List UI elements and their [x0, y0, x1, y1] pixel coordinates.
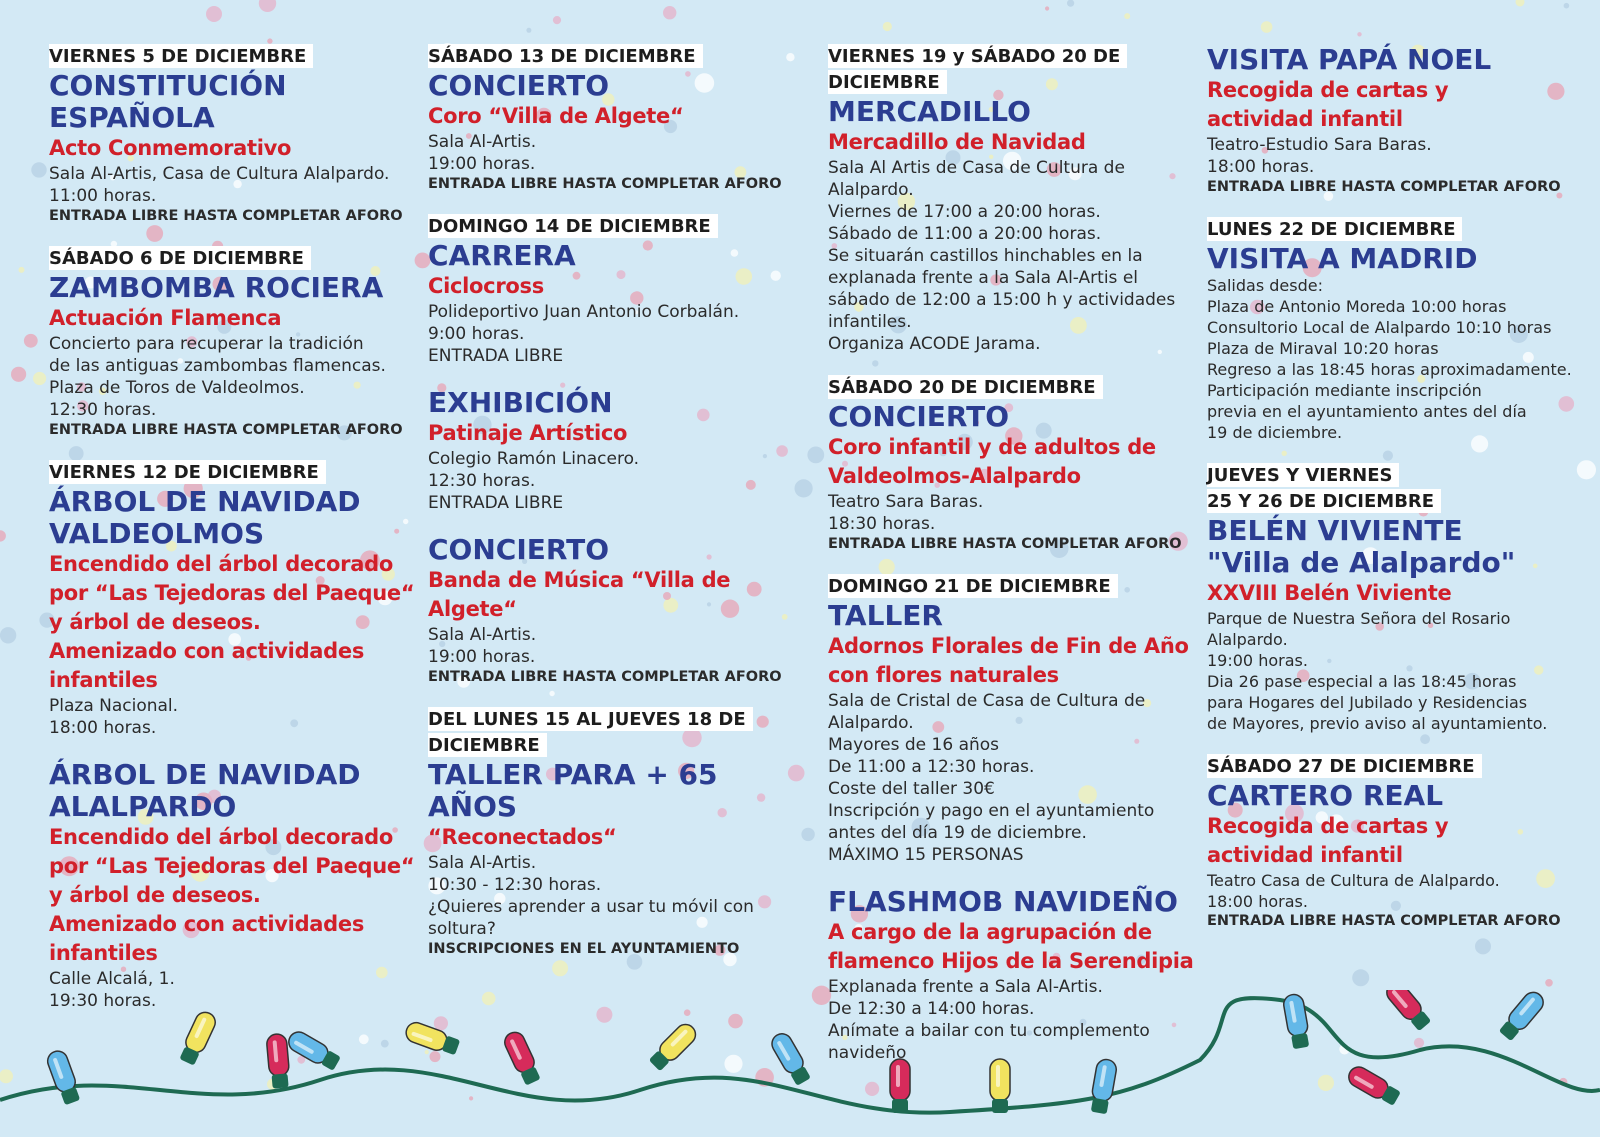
event-detail: navideño	[828, 1043, 907, 1063]
event-detail: Consultorio Local de Alalpardo 10:10 horas	[1207, 318, 1552, 337]
event-block	[49, 759, 421, 1012]
event-subtitle: Amenizado con actividades	[49, 639, 365, 663]
entry-note: ENTRADA LIBRE HASTA COMPLETAR AFORO	[1207, 913, 1561, 929]
event-title: CARRERA	[428, 239, 576, 272]
event-date: VIERNES 5 DE DICIEMBRE	[49, 44, 313, 68]
event-title: ZAMBOMBA ROCIERA	[49, 271, 384, 304]
confetti-dot	[1577, 460, 1596, 479]
event-detail: De 12:30 a 14:00 horas.	[828, 999, 1035, 1019]
confetti-dot	[19, 267, 25, 273]
event-block	[428, 707, 813, 959]
event-title: MERCADILLO	[828, 95, 1031, 128]
event-date: SÁBADO 6 DE DICIEMBRE	[49, 246, 311, 270]
event-title: BELÉN VIVIENTE	[1207, 514, 1463, 547]
light-bulb	[45, 1048, 82, 1106]
event-block	[428, 534, 813, 687]
column-3	[828, 44, 1198, 1084]
event-title: VISITA PAPÁ NOEL	[1207, 43, 1492, 76]
event-detail: Plaza de Toros de Valdeolmos.	[49, 378, 305, 398]
event-detail: Sala Al-Artis.	[428, 132, 537, 152]
event-title: EXHIBICIÓN	[428, 386, 613, 419]
event-title: ALALPARDO	[49, 790, 237, 823]
event-detail: Plaza Nacional.	[49, 696, 179, 716]
confetti-dot	[33, 372, 46, 385]
event-subtitle: Mercadillo de Navidad	[828, 130, 1086, 154]
entry-note: ENTRADA LIBRE HASTA COMPLETAR AFORO	[428, 669, 782, 685]
confetti-dot	[663, 6, 676, 19]
event-detail: Explanada frente a Sala Al-Artis.	[828, 977, 1103, 997]
event-title: CONSTITUCIÓN	[49, 69, 287, 102]
column-2	[428, 44, 813, 979]
event-detail: 11:00 horas.	[49, 186, 157, 206]
event-detail: 12:30 horas.	[428, 471, 536, 491]
event-detail: Inscripción y pago en el ayuntamiento	[828, 801, 1155, 821]
event-block	[828, 375, 1198, 554]
event-detail: Plaza de Antonio Moreda 10:00 horas	[1207, 297, 1507, 316]
confetti-dot	[31, 162, 46, 177]
event-detail: Sala Al Artis de Casa de Cultura de	[828, 158, 1125, 178]
event-block	[1207, 754, 1577, 931]
confetti-dot	[24, 334, 38, 348]
event-date-line2: DICIEMBRE	[828, 70, 947, 94]
confetti-dot	[1545, 979, 1553, 987]
event-detail: de las antiguas zambombas flamencas.	[49, 356, 386, 376]
event-title: CONCIERTO	[428, 533, 610, 566]
event-detail: Alalpardo.	[1207, 630, 1288, 649]
event-subtitle: actividad infantil	[1207, 107, 1403, 131]
event-detail: Participación mediante inscripción	[1207, 381, 1482, 400]
event-title: TALLER	[828, 599, 943, 632]
event-title: TALLER PARA + 65 AÑOS	[428, 758, 718, 823]
event-block	[49, 460, 421, 739]
confetti-dot	[206, 6, 222, 22]
event-block	[1207, 217, 1577, 443]
event-subtitle: Valdeolmos-Alalpardo	[828, 464, 1081, 488]
event-title: ESPAÑOLA	[49, 101, 215, 134]
event-detail: antes del día 19 de diciembre.	[828, 823, 1087, 843]
event-date: LUNES 22 DE DICIEMBRE	[1207, 217, 1462, 241]
event-detail: Colegio Ramón Linacero.	[428, 449, 640, 469]
event-subtitle: por “Las Tejedoras del Paeque“	[49, 581, 415, 605]
column-1	[49, 44, 421, 1032]
event-date: DOMINGO 14 DE DICIEMBRE	[428, 214, 718, 238]
light-bulb	[1497, 990, 1547, 1043]
event-subtitle: Acto Conmemorativo	[49, 136, 292, 160]
event-detail: previa en el ayuntamiento antes del día	[1207, 402, 1527, 421]
confetti-dot	[553, 16, 561, 24]
confetti-dot	[1516, 0, 1525, 7]
event-detail: Calle Alcalá, 1.	[49, 969, 175, 989]
confetti-dot	[1357, 32, 1361, 36]
entry-note: ENTRADA LIBRE HASTA COMPLETAR AFORO	[49, 208, 403, 224]
confetti-dot	[1045, 6, 1049, 10]
event-detail: 18:00 horas.	[49, 718, 157, 738]
event-date: DEL LUNES 15 AL JUEVES 18 DE	[428, 707, 753, 731]
event-detail: 19:30 horas.	[49, 991, 157, 1011]
light-bulb	[768, 1030, 812, 1087]
event-detail: soltura?	[428, 919, 496, 939]
event-detail: Plaza de Miraval 10:20 horas	[1207, 339, 1439, 358]
event-block	[1207, 463, 1577, 734]
event-detail: 9:00 horas.	[428, 324, 525, 344]
event-date: DOMINGO 21 DE DICIEMBRE	[828, 574, 1118, 598]
event-subtitle: Encendido del árbol decorado	[49, 552, 393, 576]
event-subtitle: infantiles	[49, 941, 158, 965]
event-detail: Alalpardo.	[828, 713, 914, 733]
event-detail: MÁXIMO 15 PERSONAS	[828, 845, 1024, 865]
event-subtitle: Recogida de cartas y	[1207, 814, 1449, 838]
event-detail: 19:00 horas.	[428, 647, 536, 667]
event-subtitle: actividad infantil	[1207, 843, 1403, 867]
event-subtitle: por “Las Tejedoras del Paeque“	[49, 854, 415, 878]
confetti-dot	[883, 22, 892, 31]
confetti-dot	[1261, 21, 1273, 33]
event-detail: 18:00 horas.	[1207, 892, 1308, 911]
event-title: CARTERO REAL	[1207, 779, 1444, 812]
event-detail: Mayores de 16 años	[828, 735, 1000, 755]
event-detail: infantiles.	[828, 312, 912, 332]
event-detail: 19:00 horas.	[428, 154, 536, 174]
event-block	[428, 387, 813, 514]
event-subtitle: con flores naturales	[828, 663, 1059, 687]
event-block	[828, 886, 1198, 1064]
entry-note: ENTRADA LIBRE HASTA COMPLETAR AFORO	[428, 176, 782, 192]
event-detail: Sala Al-Artis.	[428, 625, 537, 645]
event-detail: ENTRADA LIBRE	[428, 493, 564, 513]
event-detail: Organiza ACODE Jarama.	[828, 334, 1041, 354]
event-date-line2: DICIEMBRE	[428, 733, 547, 757]
light-bulb	[285, 1028, 342, 1072]
event-detail: 18:00 horas.	[1207, 157, 1315, 177]
event-detail: Polideportivo Juan Antonio Corbalán.	[428, 302, 740, 322]
light-bulb	[1282, 993, 1311, 1050]
event-subtitle: y árbol de deseos.	[49, 883, 261, 907]
event-detail: Concierto para recuperar la tradición	[49, 334, 364, 354]
event-title: ÁRBOL DE NAVIDAD	[49, 485, 361, 518]
event-detail: Parque de Nuestra Señora del Rosario	[1207, 609, 1511, 628]
event-date: JUEVES Y VIERNES	[1207, 463, 1399, 487]
event-title: ÁRBOL DE NAVIDAD	[49, 758, 361, 791]
event-subtitle: Coro infantil y de adultos de	[828, 435, 1156, 459]
event-detail: explanada frente a la Sala Al-Artis el	[828, 268, 1139, 288]
confetti-dot	[1564, 3, 1570, 9]
event-title: FLASHMOB NAVIDEÑO	[828, 885, 1178, 918]
event-subtitle: Algete“	[428, 597, 517, 621]
event-title: VISITA A MADRID	[1207, 242, 1478, 275]
event-detail: Sala Al-Artis.	[428, 853, 537, 873]
event-block	[1207, 44, 1577, 197]
event-detail: para Hogares del Jubilado y Residencias	[1207, 693, 1528, 712]
confetti-dot	[0, 627, 16, 643]
event-detail: Teatro-Estudio Sara Baras.	[1207, 135, 1432, 155]
event-detail: Salidas desde:	[1207, 276, 1323, 295]
entry-note: ENTRADA LIBRE HASTA COMPLETAR AFORO	[828, 536, 1182, 552]
event-title: "Villa de Alalpardo"	[1207, 546, 1516, 579]
entry-note: ENTRADA LIBRE HASTA COMPLETAR AFORO	[49, 422, 403, 438]
event-title: CONCIERTO	[828, 400, 1010, 433]
confetti-dot	[259, 0, 276, 12]
event-detail: Dia 26 pase especial a las 18:45 horas	[1207, 672, 1517, 691]
event-block	[49, 246, 421, 440]
event-date: VIERNES 12 DE DICIEMBRE	[49, 460, 326, 484]
event-detail: Sala Al-Artis, Casa de Cultura Alalpardo.	[49, 164, 390, 184]
confetti-dot	[11, 367, 26, 382]
event-detail: Sala de Cristal de Casa de Cultura de	[828, 691, 1146, 711]
event-subtitle: Patinaje Artístico	[428, 421, 628, 445]
event-subtitle: Encendido del árbol decorado	[49, 825, 393, 849]
column-4	[1207, 44, 1577, 951]
event-detail: de Mayores, previo aviso al ayuntamiento.	[1207, 714, 1548, 733]
event-subtitle: y árbol de deseos.	[49, 610, 261, 634]
event-detail: ENTRADA LIBRE	[428, 346, 564, 366]
event-subtitle: flamenco Hijos de la Serendipia	[828, 949, 1194, 973]
event-subtitle: Recogida de cartas y	[1207, 78, 1449, 102]
event-subtitle: Banda de Música “Villa de	[428, 568, 731, 592]
light-bulb	[1345, 1063, 1402, 1107]
event-detail: 10:30 - 12:30 horas.	[428, 875, 602, 895]
event-subtitle: infantiles	[49, 668, 158, 692]
confetti-dot	[1067, 0, 1074, 7]
event-detail: Teatro Sara Baras.	[828, 492, 984, 512]
confetti-dot	[267, 38, 272, 43]
confetti-dot	[1352, 969, 1369, 986]
confetti-dot	[526, 28, 531, 33]
event-detail: Sábado de 11:00 a 20:00 horas.	[828, 224, 1102, 244]
event-date: SÁBADO 27 DE DICIEMBRE	[1207, 754, 1482, 778]
light-bulb	[266, 1033, 291, 1089]
event-date-line2: 25 Y 26 DE DICIEMBRE	[1207, 489, 1441, 513]
event-date: SÁBADO 20 DE DICIEMBRE	[828, 375, 1103, 399]
event-subtitle: XXVIII Belén Viviente	[1207, 581, 1452, 605]
event-subtitle: “Reconectados“	[428, 825, 617, 849]
event-detail: Alalpardo.	[828, 180, 914, 200]
event-detail: 19:00 horas.	[1207, 651, 1308, 670]
event-block	[428, 44, 813, 194]
event-title: CONCIERTO	[428, 69, 610, 102]
event-date: VIERNES 19 y SÁBADO 20 DE	[828, 44, 1127, 68]
event-subtitle: Actuación Flamenca	[49, 306, 282, 330]
event-detail: Anímate a bailar con tu complemento	[828, 1021, 1150, 1041]
event-detail: 12:30 horas.	[49, 400, 157, 420]
event-detail: Teatro Casa de Cultura de Alalpardo.	[1207, 871, 1500, 890]
event-subtitle: Coro “Villa de Algete“	[428, 104, 684, 128]
entry-note: INSCRIPCIONES EN EL AYUNTAMIENTO	[428, 941, 740, 957]
event-subtitle: Amenizado con actividades	[49, 912, 365, 936]
event-detail: Regreso a las 18:45 horas aproximadamente.	[1207, 360, 1572, 379]
event-detail: sábado de 12:00 a 15:00 h y actividades	[828, 290, 1176, 310]
event-detail: 19 de diciembre.	[1207, 423, 1343, 442]
confetti-dot	[0, 530, 6, 541]
event-detail: ¿Quieres aprender a usar tu móvil con	[428, 897, 754, 917]
light-bulb	[501, 1029, 542, 1086]
event-block	[828, 44, 1198, 355]
event-subtitle: Ciclocross	[428, 274, 544, 298]
entry-note: ENTRADA LIBRE HASTA COMPLETAR AFORO	[1207, 179, 1561, 195]
event-detail: De 11:00 a 12:30 horas.	[828, 757, 1035, 777]
event-block	[49, 44, 421, 226]
event-subtitle: Adornos Florales de Fin de Año	[828, 634, 1189, 658]
light-bulb	[647, 1020, 699, 1072]
event-block	[428, 214, 813, 367]
light-bulb	[1383, 990, 1433, 1033]
event-date: SÁBADO 13 DE DICIEMBRE	[428, 44, 703, 68]
event-detail: Se situarán castillos hinchables en la	[828, 246, 1143, 266]
event-detail: 18:30 horas.	[828, 514, 936, 534]
event-subtitle: A cargo de la agrupación de	[828, 920, 1152, 944]
event-detail: Coste del taller 30€	[828, 779, 995, 799]
event-detail: Viernes de 17:00 a 20:00 horas.	[828, 202, 1101, 222]
event-block	[828, 574, 1198, 866]
event-title: VALDEOLMOS	[49, 517, 265, 550]
confetti-dot	[1124, 13, 1130, 19]
